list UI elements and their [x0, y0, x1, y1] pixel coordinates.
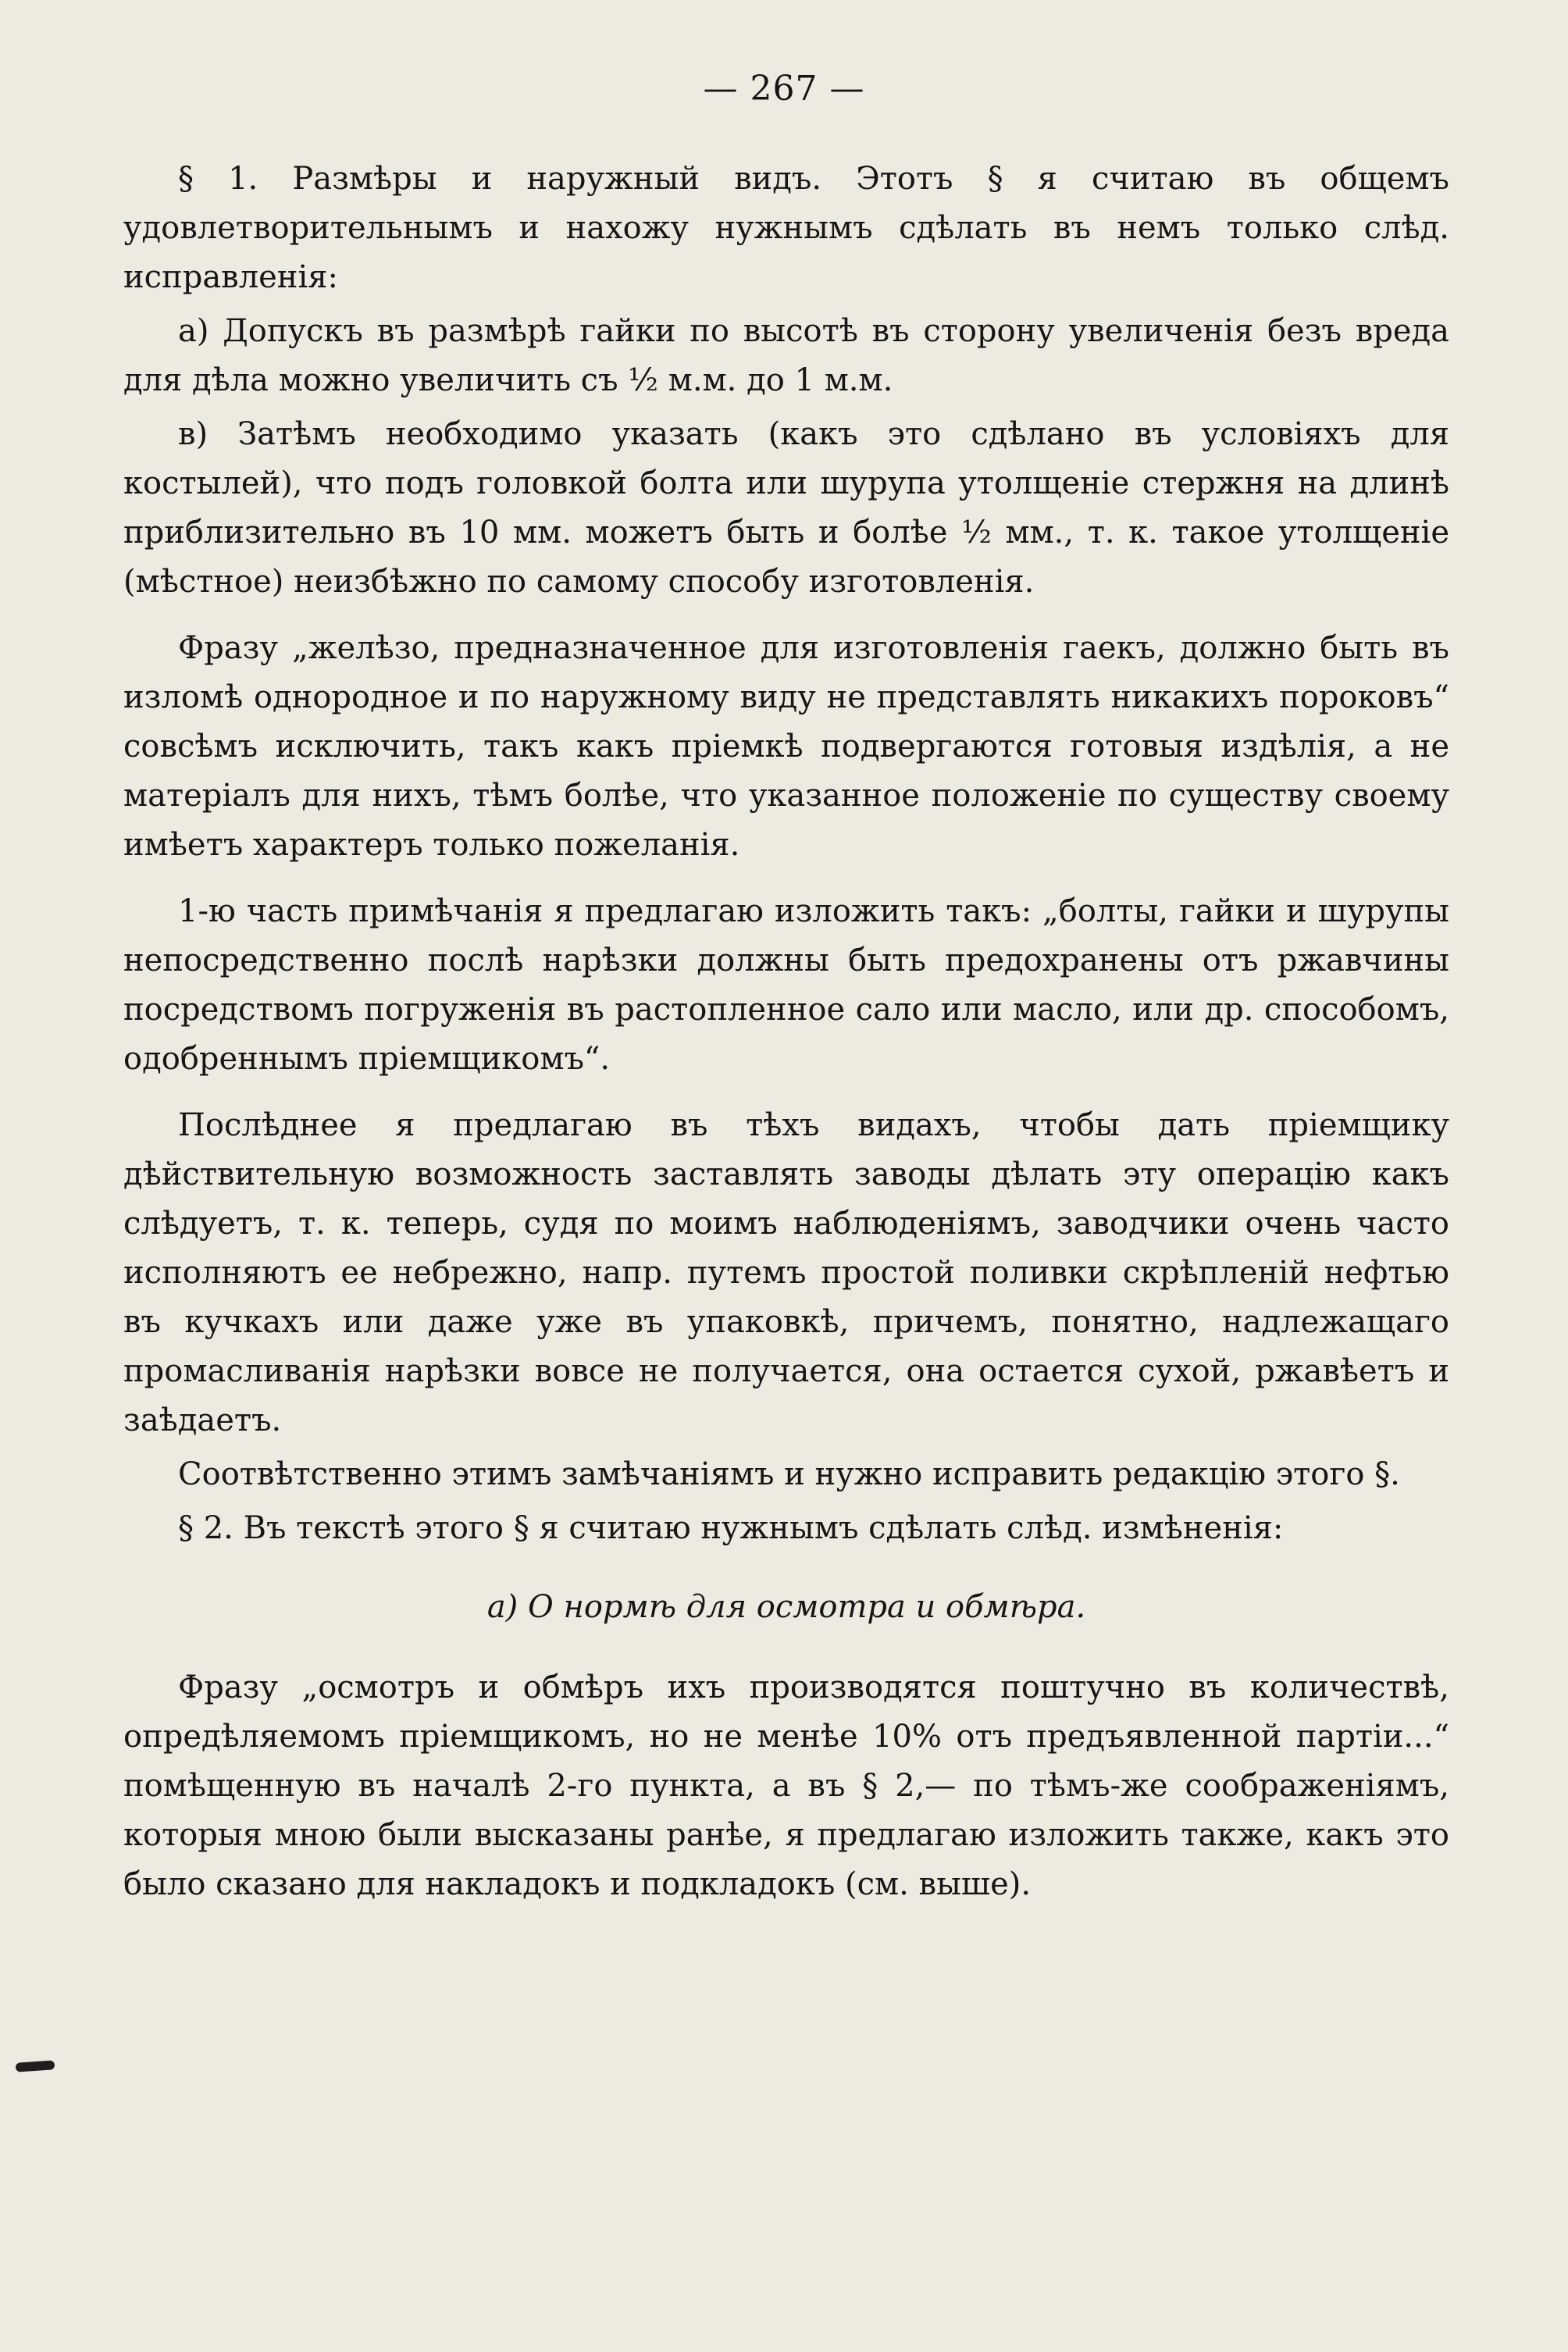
paragraph-item-a: а) Допускъ въ размѣрѣ гайки по высотѣ въ сторону увеличенія безъ вреда для дѣла можно увеличить съ ½ м.м. до 1 м.м.: [123, 313, 1449, 398]
body-text: [123, 155, 1449, 1914]
page-number: — 267 —: [703, 69, 865, 109]
paragraph-reasoning: Послѣднее я предлагаю въ тѣхъ видахъ, чтобы дать пріемщику дѣйствительную возможность заставлять заводы дѣлать эту операцію какъ слѣдуетъ, т. к. теперь, судя по моимъ наблюденіямъ, заводчики очень часто исполняютъ ее небрежно, напр. путемъ простой поливки скрѣпленій нефтью въ кучкахъ или даже уже въ упаковкѣ, причемъ, понятно, надлежащаго промасливанія нарѣзки вовсе не получается, она остается сухой, ржавѣетъ и заѣдаетъ.: [123, 1107, 1449, 1438]
paragraph-phrase-iron: Фразу „желѣзо, предназначенное для изготовленія гаекъ, должно быть въ изломѣ однородное и по наружному виду не представлять никакихъ пороковъ“ совсѣмъ исключить, такъ какъ пріемкѣ подвергаются готовыя издѣлія, а не матеріалъ для нихъ, тѣмъ болѣе, что указанное положеніе по существу своему имѣетъ характеръ только пожеланія.: [123, 630, 1449, 863]
paragraph-section-1: § 1. Размѣры и наружный видъ. Этотъ § я считаю въ общемъ удовлетворительнымъ и нахожу нужнымъ сдѣлать въ немъ только слѣд. исправленія:: [123, 161, 1449, 295]
paragraph-correction: Соотвѣтственно этимъ замѣчаніямъ и нужно исправить редакцію этого §.: [178, 1456, 1400, 1492]
margin-ink-mark: [16, 2060, 55, 2072]
paragraph-note-part-1: 1-ю часть примѣчанія я предлагаю изложить такъ: „болты, гайки и шурупы непосредственно послѣ нарѣзки должны быть предохранены отъ ржавчины посредствомъ погруженія въ растопленное сало или масло, или др. способомъ, одобреннымъ пріемщикомъ“.: [123, 893, 1449, 1077]
paragraph-final: Фразу „осмотръ и обмѣръ ихъ производятся поштучно въ количествѣ, опредѣляемомъ пріемщикомъ, но не менѣе 10% отъ предъявленной партіи...“ помѣщенную въ началѣ 2-го пункта, а въ § 2,— по тѣмъ-же соображеніямъ, которыя мною были высказаны ранѣе, я предлагаю изложить также, какъ это было сказано для накладокъ и подкладокъ (см. выше).: [123, 1670, 1449, 1902]
paragraph-section-2: § 2. Въ текстѣ этого § я считаю нужнымъ сдѣлать слѣд. измѣненія:: [178, 1510, 1284, 1546]
paragraph-item-v: в) Затѣмъ необходимо указать (какъ это сдѣлано въ условіяхъ для костылей), что подъ головкой болта или шурупа утолщеніе стержня на длинѣ приблизительно въ 10 мм. можетъ быть и болѣе ½ мм., т. к. такое утолщеніе (мѣстное) неизбѣжно по самому способу изготовленія.: [123, 416, 1449, 600]
subheading-inspection-norm: а) О нормѣ для осмотра и обмѣра.: [486, 1589, 1086, 1625]
